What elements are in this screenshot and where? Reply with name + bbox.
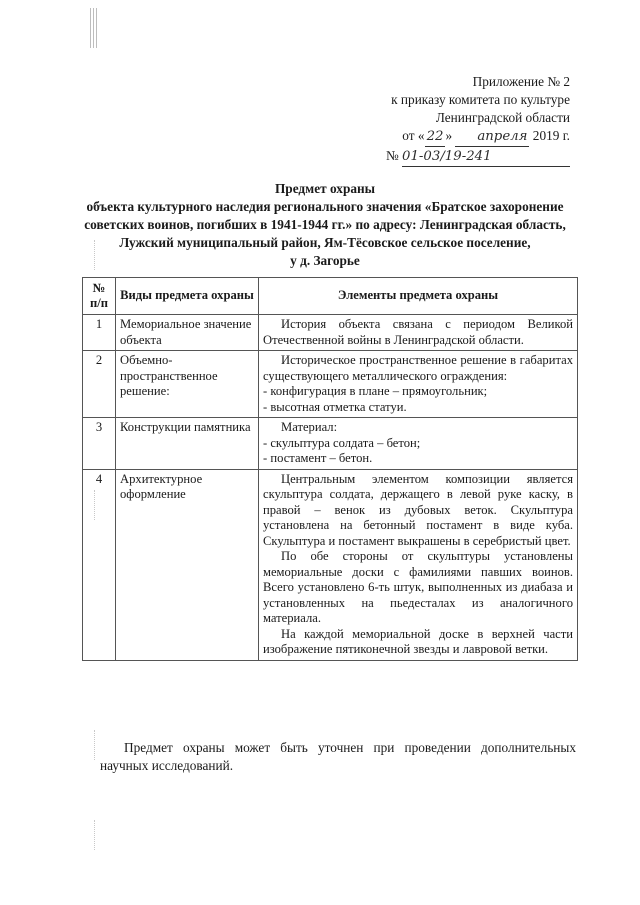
table-row: 1 Мемориальное значение объекта История объекта связана с периодом Великой Отечественной войны в Ленинградской области. (83, 315, 578, 351)
order-number-handwritten: 01-03/19-241 (402, 148, 570, 167)
table-row: 4 Архитектурное оформление Центральным элементом композиции является скульптура солдата, держащего в левой руке каску, в правой – венок из дубовых веток. Скульптура установлена на бетонный постамент в виде куба. Скульптура и постамент выкрашены в серебристый цвет. По обе стороны от скульптуры установлены мемориальные доски с фамилиями павших воинов. Всего установлено 6-ть штук, выполненных из диабаза и установленных на пьедесталах из аналогичного материала. На каждой мемориальной доске в верхней части изображение пятиконечной звезды и лавровой ветки. (83, 469, 578, 660)
appendix-number: № 01-03/19-241 (386, 147, 570, 167)
document-title: Предмет охраны объекта культурного наследия регионального значения «Братское захоронение советских воинов, погибших в 1941-1944 гг.» по адресу: Ленинградская область, Лужский муниципальный район, Ям-Тёсовское сельское поселение, у д. Загорье (80, 180, 570, 270)
appendix-region: Ленинградской области (435, 110, 570, 125)
header-elements: Элементы предмета охраны (259, 278, 578, 315)
date-month-handwritten: апреля (455, 128, 529, 147)
scan-artifact-marks (90, 8, 98, 48)
appendix-block (386, 73, 570, 167)
footnote: Предмет охраны может быть уточнен при проведении дополнительных научных исследований. (100, 740, 576, 773)
scan-artifact-dots (94, 820, 96, 850)
table-row: 3 Конструкции памятника Материал: - скульптура солдата – бетон; - постамент – бетон. (83, 418, 578, 470)
appendix-title: Приложение № 2 (472, 74, 570, 89)
title-heading: Предмет охраны (274, 181, 376, 196)
table-row: 2 Объемно-пространственное решение: Историческое пространственное решение в габаритах существующего металлического ограждения: - конфигурация в плане – прямоугольник; - высотная отметка статуи. (83, 351, 578, 418)
appendix-date: от « 22 » апреля 2019 г. (386, 127, 570, 147)
header-kind: Виды предмета охраны (116, 278, 259, 315)
date-day-handwritten: 22 (425, 128, 446, 147)
table-header-row (83, 278, 578, 315)
header-num: № п/п (83, 278, 116, 315)
appendix-order: к приказу комитета по культуре (391, 92, 570, 107)
protection-table (82, 277, 578, 661)
scan-artifact-dots (94, 730, 96, 760)
